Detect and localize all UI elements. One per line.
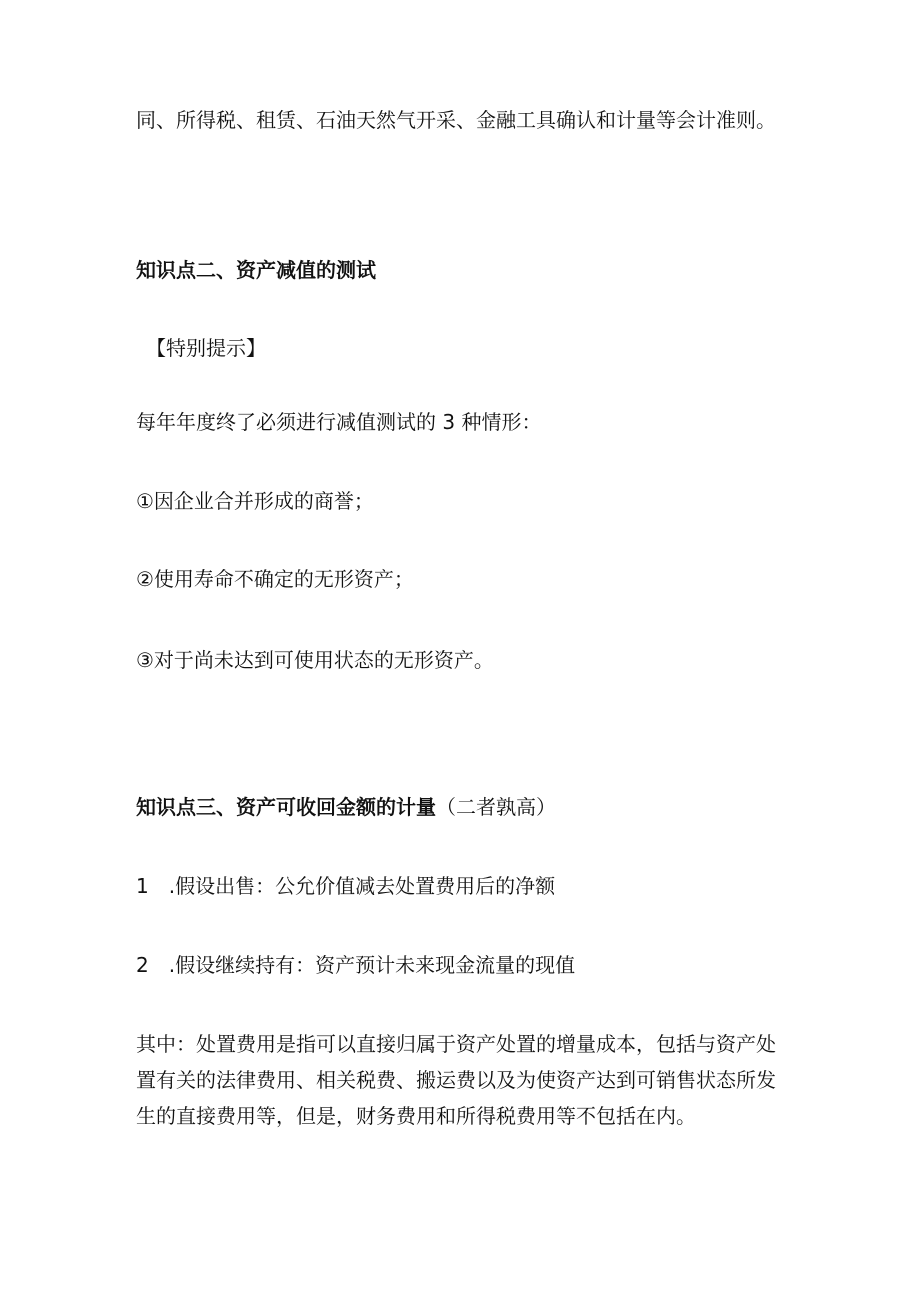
section3-heading-note: （二者孰高） [436,795,556,819]
note-paragraph [136,1026,796,1134]
list-item: 1 .假设出售：公允价值减去处置费用后的净额 [136,874,556,898]
list-item: ①因企业合并形成的商誉； [136,489,374,513]
section3-heading-main: 知识点三、资产可收回金额的计量 [136,795,436,819]
list-item: ②使用寿命不确定的无形资产； [136,567,414,591]
section3-heading [136,793,556,821]
note-line: 其中：处置费用是指可以直接归属于资产处置的增量成本，包括与资产处 [136,1032,776,1056]
note-line: 置有关的法律费用、相关税费、搬运费以及为使资产达到可销售状态所发 [136,1068,776,1092]
list-item: ③对于尚未达到可使用状态的无形资产。 [136,648,494,672]
special-tip-label: 【特别提示】 [146,336,266,360]
section2-heading: 知识点二、资产减值的测试 [136,258,376,282]
note-line: 生的直接费用等，但是，财务费用和所得税费用等不包括在内。 [136,1104,696,1128]
list-item: 2 .假设继续持有：资产预计未来现金流量的现值 [136,953,576,977]
section2-intro: 每年年度终了必须进行减值测试的 3 种情形： [136,410,542,434]
continuation-line: 同、所得税、租赁、石油天然气开采、金融工具确认和计量等会计准则。 [136,108,776,132]
